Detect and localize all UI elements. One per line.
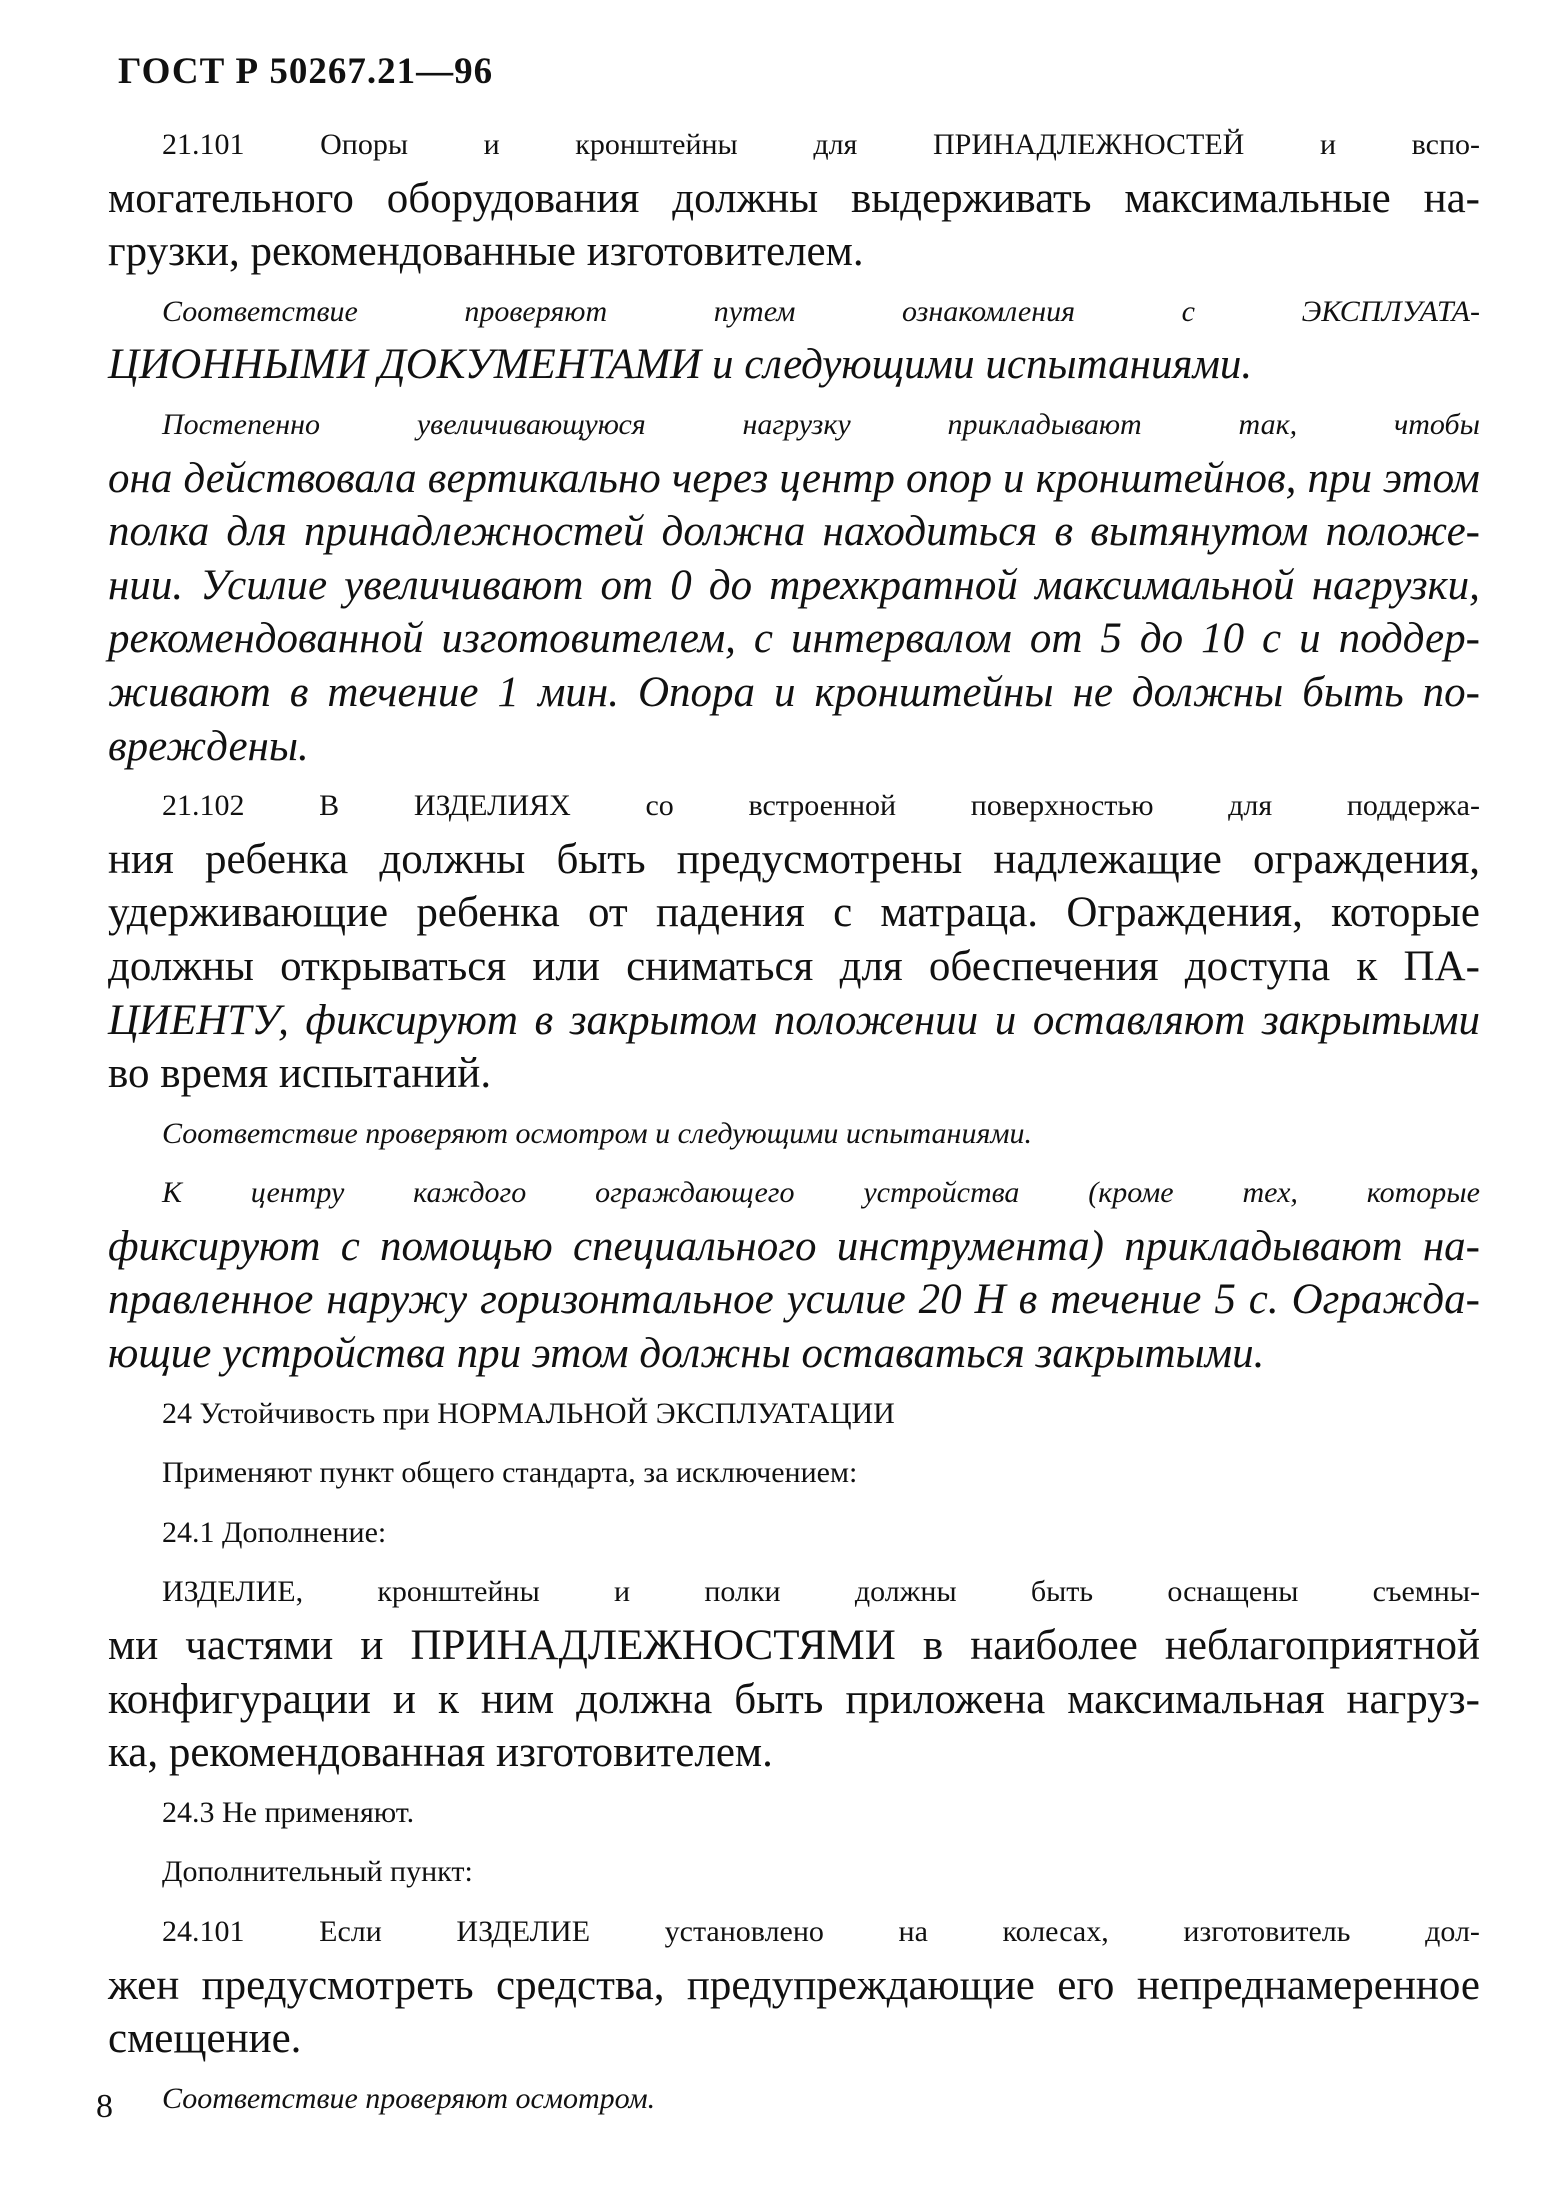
- text-line: удерживающие ребенка от падения с матраца. Ограждения, которые: [108, 889, 1480, 937]
- text-line: она действовала вертикально через центр опор и кронштейнов, при этом: [108, 454, 1480, 502]
- text-line: 24.3 Не применяют.: [162, 1795, 415, 1829]
- text-line: ми частями и ПРИНАДЛЕЖНОСТЯМИ в наиболее неблагоприятной: [108, 1622, 1480, 1670]
- text-line: Соответствие проверяют осмотром и следующими испытаниями.: [162, 1116, 1033, 1150]
- text-line: нии. Усилие увеличивают от 0 до трехкратной максимальной нагрузки,: [108, 561, 1480, 609]
- paragraph: [108, 118, 1480, 279]
- text-line: смещение.: [108, 2015, 302, 2063]
- text-line: Применяют пункт общего стандарта, за исключением:: [162, 1456, 858, 1490]
- text-line: могательного оборудования должны выдерживать максимальные на-: [108, 174, 1480, 222]
- text-line: во время испытаний.: [108, 1050, 492, 1098]
- paragraph: [108, 398, 1480, 773]
- text-line: живают в течение 1 мин. Опора и кронштейны не должны быть по-: [108, 668, 1480, 716]
- text-line: 24.101 Если ИЗДЕЛИЕ установлено на колесах, изготовитель дол-: [162, 1915, 1480, 1948]
- standard-header: ГОСТ Р 50267.21—96: [118, 51, 494, 92]
- paragraph: [108, 1446, 1480, 1500]
- paragraph: [108, 1565, 1480, 1779]
- paragraph: [108, 1107, 1480, 1161]
- text-line: конфигурации и к ним должна быть приложена максимальная нагруз-: [108, 1675, 1480, 1723]
- paragraph: [108, 1166, 1480, 1380]
- page-number: 8: [96, 2088, 113, 2125]
- text-line: ка, рекомендованная изготовителем.: [108, 1729, 773, 1777]
- text-line: 21.102 В ИЗДЕЛИЯХ со встроенной поверхностью для поддержа-: [162, 789, 1480, 823]
- text-line: Дополнительный пункт:: [162, 1855, 473, 1889]
- text-line: рекомендованной изготовителем, с интервалом от 5 до 10 с и поддер-: [108, 615, 1480, 663]
- text-line: ИЗДЕЛИЕ, кронштейны и полки должны быть оснащены съемны-: [162, 1575, 1480, 1609]
- paragraph: [108, 1905, 1480, 2066]
- document-body: [108, 118, 1480, 2125]
- paragraph: [108, 285, 1480, 392]
- text-line: ния ребенка должны быть предусмотрены надлежащие ограждения,: [108, 835, 1480, 883]
- paragraph: [108, 1506, 1480, 1560]
- text-line: ЦИЕНТУ, фиксируют в закрытом положении и оставляют закрытыми: [108, 996, 1480, 1044]
- paragraph: [108, 2072, 1480, 2126]
- text-line: Соответствие проверяют осмотром.: [162, 2081, 656, 2115]
- text-line: ЦИОННЫМИ ДОКУМЕНТАМИ и следующими испытаниями.: [108, 341, 1253, 389]
- text-line: Постепенно увеличивающуюся нагрузку прикладывают так, чтобы: [162, 407, 1480, 441]
- paragraph: [108, 1845, 1480, 1899]
- text-line: жен предусмотреть средства, предупреждающие его непреднамеренное: [108, 1961, 1480, 2009]
- paragraph: [108, 779, 1480, 1101]
- text-line: правленное наружу горизонтальное усилие 20 Н в течение 5 с. Огражда-: [108, 1276, 1480, 1324]
- text-line: фиксируют с помощью специального инструмента) прикладывают на-: [108, 1222, 1480, 1270]
- text-line: полка для принадлежностей должна находиться в вытянутом положе-: [108, 508, 1480, 556]
- text-line: грузки, рекомендованные изготовителем.: [108, 228, 864, 276]
- text-line: Соответствие проверяют путем ознакомления с ЭКСПЛУАТА-: [162, 294, 1480, 328]
- text-line: К центру каждого ограждающего устройства (кроме тех, которые: [162, 1176, 1480, 1210]
- text-line: 24.1 Дополнение:: [162, 1515, 387, 1549]
- text-line: ющие устройства при этом должны оставаться закрытыми.: [108, 1330, 1265, 1378]
- paragraph: [108, 1387, 1480, 1441]
- text-line: 24 Устойчивость при НОРМАЛЬНОЙ ЭКСПЛУАТАЦИИ: [162, 1396, 895, 1430]
- paragraph: [108, 1786, 1480, 1840]
- text-line: 21.101 Опоры и кронштейны для ПРИНАДЛЕЖНОСТЕЙ и вспо-: [162, 128, 1480, 161]
- text-line: должны открываться или сниматься для обеспечения доступа к ПА-: [108, 942, 1480, 990]
- text-line: вреждены.: [108, 722, 309, 770]
